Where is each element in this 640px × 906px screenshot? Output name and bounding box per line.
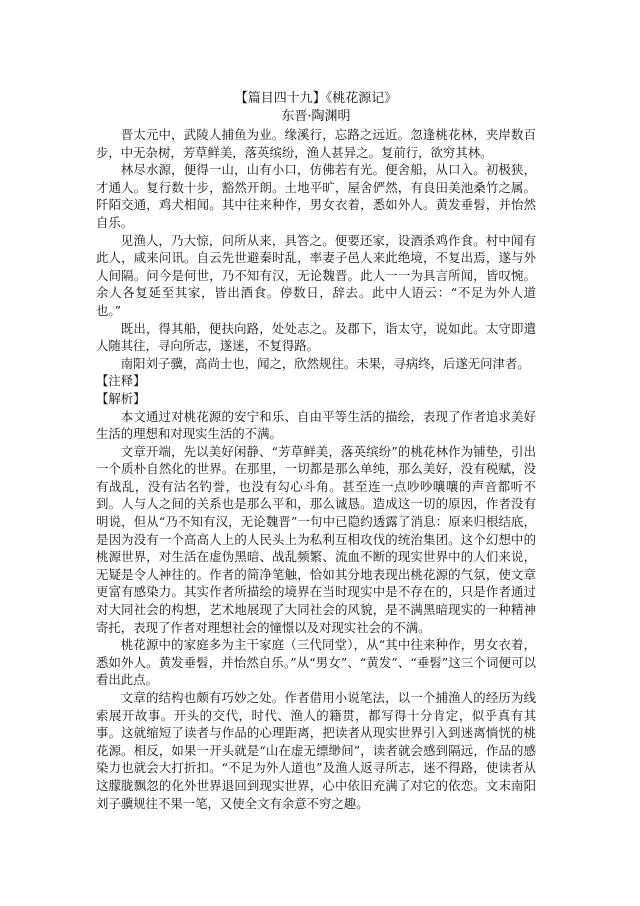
analysis-paragraph-4: 文章的结构也颇有巧妙之处。作者借用小说笔法，以一个捕渔人的经历为线索展开故事。开头的交代，时代、渔人的籍贯，都写得十分肯定，似乎真有其事。这就缩短了读者与作品的心理距离，把读者从现实世界引入到迷离惝恍的桃花源。相反，如果一开头就是“山在虚无缥缈间”，读者就会感到隔远，作品的感染力也就会大打折扣。“不足为外人道也”及渔人返寻所志，迷不得路，使读者从这朦胧飘忽的化外世界退回到现实世界，心中依旧充满了对它的依恋。文末南阳刘子骥规往不果一笔，又使全文有余意不穷之趣。: [96, 690, 536, 811]
analysis-paragraph-1: 本文通过对桃花源的安宁和乐、自由平等生活的描绘，表现了作者追求美好生活的理想和对现实生活的不满。: [96, 408, 536, 442]
original-paragraph-3: 见渔人，乃大惊，问所从来，具答之。便要还家，设酒杀鸡作食。村中闻有此人，咸来问讯。自云先世避秦时乱，率妻子邑人来此绝境，不复出焉，遂与外人间隔。问今是何世，乃不知有汉，无论魏晋。此人一一为具言所闻，皆叹惋。余人各复延至其家，皆出酒食。停数日，辞去。此中人语云：“不足为外人道也。”: [96, 232, 536, 318]
original-paragraph-1: 晋太元中，武陵人捕鱼为业。缘溪行，忘路之远近。忽逢桃花林，夹岸数百步，中无杂树，芳草鲜美，落英缤纷，渔人甚异之。复前行，欲穷其林。: [96, 127, 536, 160]
analysis-paragraph-2: 文章开端，先以美好闲静、“芳草鲜美，落英缤纷”的桃花林作为铺垫，引出一个质朴自然化的世界。在那里，一切都是那么单纯，那么美好，没有税赋，没有战乱，没有沽名钓誉，也没有勾心斗角。甚至连一点吵吵嚷嚷的声音都听不到。人与人之间的关系也是那么平和，那么诚恳。造成这一切的原因，作者没有明说，但从“乃不知有汉，无论魏晋”一句中已隐约透露了消息：原来归根结底，是因为没有一个高高人上的人民头上为私利互相攻伐的统治集团。这个幻想中的桃源世界，对生活在虚伪黑暗、战乱频繁、流血不断的现实世界中的人们来说，无疑是令人神往的。作者的简净笔触，恰如其分地表现出桃花源的气氛，使文章更富有感染力。其实作者所描绘的境界在当时现实中是不存在的，只是作者通过对大同社会的构想，艺术地展现了大同社会的风貌，是不满黑暗现实的一种精神寄托，表现了作者对理想社会的憧憬以及对现实社会的不满。: [96, 443, 536, 635]
original-paragraph-4: 既出，得其船，便扶向路，处处志之。及郡下，诣太守，说如此。太守即遣人随其往，寻向所志，遂迷，不复得路。: [96, 320, 536, 354]
document-author: 东晋·陶渊明: [281, 109, 351, 124]
analysis-heading: 【解析】: [96, 390, 146, 406]
document-title: 【篇目四十九】《桃花源记》: [234, 91, 398, 106]
analysis-paragraph-3: 桃花源中的家庭多为主干家庭（三代同堂），从“其中往来种作，男女衣着，悉如外人。黄发垂髫，并怡然自乐。”从“男女”、“黄发”、“垂髫”这三个词便可以看出此点。: [96, 637, 536, 688]
notes-heading: 【注释】: [96, 373, 146, 389]
document-body: [96, 90, 536, 812]
original-paragraph-5: 南阳刘子骥，高尚士也，闻之，欣然规往。未果，寻病终，后遂无问津者。: [120, 355, 530, 371]
original-paragraph-2: 林尽水源，便得一山，山有小口，仿佛若有光。便舍船，从口入。初极狭，才通人。复行数十步，豁然开朗。土地平旷，屋舍俨然，有良田美池桑竹之属。阡陌交通，鸡犬相闻。其中往来种作，男女衣着，悉如外人。黄发垂髫，并怡然自乐。: [96, 162, 536, 230]
